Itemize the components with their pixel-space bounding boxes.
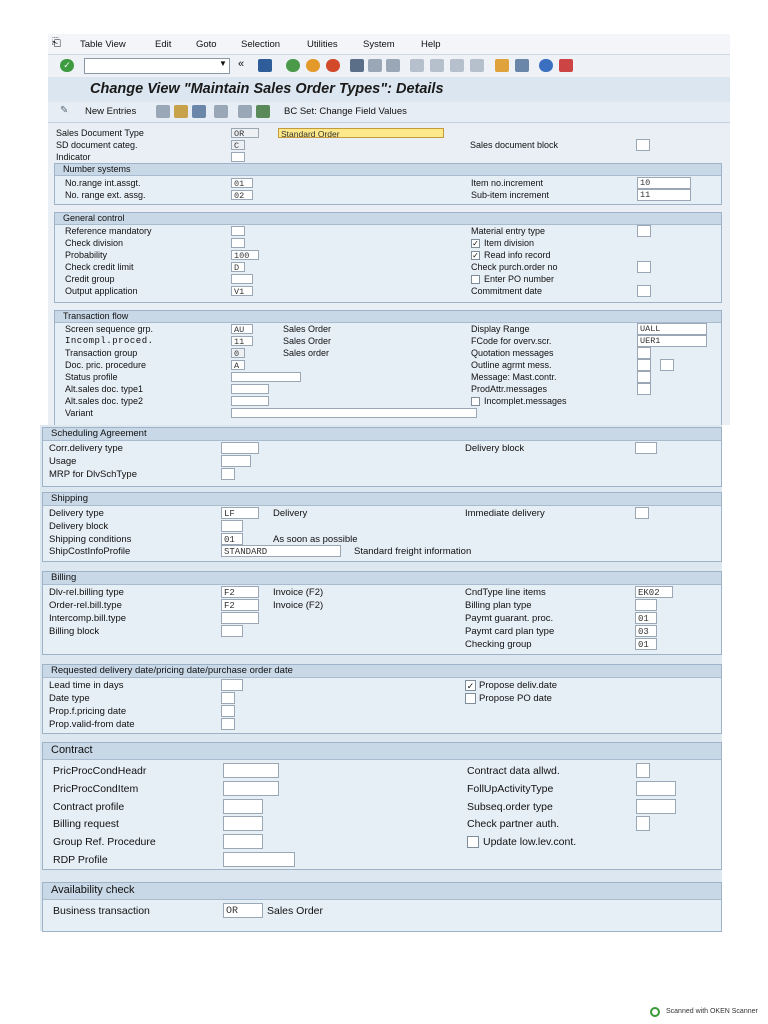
find-icon[interactable] xyxy=(368,59,382,72)
billing-request-label: Billing request xyxy=(53,818,119,830)
immediate-delivery-field[interactable] xyxy=(635,507,649,519)
probability-field[interactable]: 100 xyxy=(231,250,259,260)
group-ref-label: Group Ref. Procedure xyxy=(53,836,156,848)
number-systems-header xyxy=(55,164,721,176)
watermark-text: Scanned with OKEN Scanner xyxy=(666,1008,758,1015)
ship-delivery-block-label: Delivery block xyxy=(49,521,109,532)
billing-header xyxy=(43,572,721,585)
ref-mandatory-label: Reference mandatory xyxy=(65,226,152,236)
create-session-icon[interactable] xyxy=(495,59,509,72)
order-rel-desc: Invoice (F2) xyxy=(273,600,324,611)
contract-header xyxy=(43,743,721,760)
item-increment-label: Item no.increment xyxy=(471,178,544,188)
next-entry-icon[interactable] xyxy=(238,105,252,118)
ref-mandatory-field[interactable] xyxy=(231,226,245,236)
prop-valid-field[interactable] xyxy=(221,718,235,730)
menu-bar xyxy=(48,34,730,54)
check-division-field[interactable] xyxy=(231,238,245,248)
prop-pricing-field[interactable] xyxy=(221,705,235,717)
group-ref-field[interactable] xyxy=(223,834,263,849)
prop-valid-label: Prop.valid-from date xyxy=(49,719,135,730)
output-app-label: Output application xyxy=(65,286,138,296)
check-division-label: Check division xyxy=(65,238,124,248)
undo-change-icon[interactable] xyxy=(192,105,206,118)
contract-data-label: Contract data allwd. xyxy=(467,765,560,777)
order-rel-field[interactable]: F2 xyxy=(221,599,259,611)
help-icon[interactable] xyxy=(539,59,553,72)
first-page-icon[interactable] xyxy=(410,59,424,72)
order-rel-label: Order-rel.bill.type xyxy=(49,600,122,611)
requested-date-header xyxy=(43,665,721,678)
screen-seq-desc: Sales Order xyxy=(283,324,332,334)
exit-icon[interactable] xyxy=(306,59,320,72)
business-transaction-field[interactable]: OR xyxy=(223,903,263,918)
chevron-down-icon[interactable]: ▼ xyxy=(219,59,227,68)
incomplet-msgs-checkbox[interactable] xyxy=(471,397,480,406)
general-control-header xyxy=(55,213,721,225)
cndtype-label: CndType line items xyxy=(465,587,546,598)
mrp-label: MRP for DlvSchType xyxy=(49,469,137,480)
requested-date-section xyxy=(42,664,722,734)
propose-deliv-checkbox[interactable]: ✓ xyxy=(466,681,475,691)
propose-deliv-label: Propose deliv.date xyxy=(479,680,557,691)
page-title: Change View "Maintain Sales Order Types": Details xyxy=(90,81,444,97)
fcode-label: FCode for overv.scr. xyxy=(471,336,552,346)
sales-doc-type-desc-field[interactable]: Standard Order xyxy=(278,128,444,138)
menu-help[interactable]: Help xyxy=(421,39,441,50)
trans-group-desc: Sales order xyxy=(283,348,330,358)
enter-po-number-checkbox[interactable] xyxy=(471,275,480,284)
material-entry-type-label: Material entry type xyxy=(471,226,546,236)
new-entries-button[interactable]: New Entries xyxy=(85,106,137,117)
paymt-guarant-label: Paymt guarant. proc. xyxy=(465,613,554,624)
alt-type1-label: Alt.sales doc. type1 xyxy=(65,384,144,394)
billing-plan-type-label: Billing plan type xyxy=(465,600,532,611)
int-assgt-field[interactable]: 01 xyxy=(231,178,253,188)
display-change-icon[interactable]: ✎ xyxy=(60,105,69,116)
billing-section xyxy=(42,571,722,655)
paymt-guarant-field[interactable]: 01 xyxy=(635,612,657,624)
incomplet-msgs-label: Incomplet.messages xyxy=(484,396,567,406)
propose-po-checkbox[interactable] xyxy=(465,693,476,704)
availability-header xyxy=(43,883,721,900)
doc-pric-label: Doc. pric. procedure xyxy=(65,360,147,370)
read-info-record-checkbox[interactable]: ✓ xyxy=(472,251,479,260)
screen-seq-field[interactable]: AU xyxy=(231,324,253,334)
previous-page-icon[interactable] xyxy=(430,59,444,72)
indicator-field[interactable] xyxy=(231,152,245,162)
title-bar xyxy=(48,77,730,102)
ext-assg-label: No. range ext. assg. xyxy=(65,190,146,200)
contract-section xyxy=(42,742,722,870)
item-division-label: Item division xyxy=(484,238,535,248)
number-systems-section xyxy=(54,163,722,205)
collapse-icon[interactable]: « xyxy=(238,58,245,70)
billing-plan-type-field[interactable] xyxy=(635,599,657,611)
int-assgt-label: No.range int.assgt. xyxy=(65,178,141,188)
ext-assg-field[interactable]: 02 xyxy=(231,190,253,200)
intercomp-field[interactable] xyxy=(221,612,259,624)
print-icon[interactable] xyxy=(350,59,364,72)
scheduling-header xyxy=(43,428,721,441)
layout-menu-icon[interactable] xyxy=(559,59,573,72)
read-info-record-label: Read info record xyxy=(484,250,551,260)
trans-group-field: 0 xyxy=(231,348,245,358)
usage-label: Usage xyxy=(49,456,77,467)
contract-title: Contract xyxy=(51,744,93,756)
save-icon[interactable] xyxy=(258,59,272,72)
menu-edit[interactable]: Edit xyxy=(155,39,172,50)
corr-delivery-field[interactable] xyxy=(221,442,259,454)
credit-group-field[interactable] xyxy=(231,274,253,284)
quotation-msgs-label: Quotation messages xyxy=(471,348,554,358)
previous-entry-icon[interactable] xyxy=(214,105,228,118)
shipping-section xyxy=(42,492,722,562)
menu-utilities[interactable]: Utilities xyxy=(307,39,338,50)
dlv-rel-desc: Invoice (F2) xyxy=(273,587,324,598)
pric-header-label: PricProcCondHeadr xyxy=(53,765,147,777)
credit-group-label: Credit group xyxy=(65,274,115,284)
details-area-lower xyxy=(40,425,722,931)
check-purch-order-label: Check purch.order no xyxy=(471,262,558,272)
transaction-flow-header xyxy=(55,311,721,323)
cndtype-field[interactable]: EK02 xyxy=(635,586,673,598)
billing-request-field[interactable] xyxy=(223,816,263,831)
billing-block-field[interactable] xyxy=(221,625,243,637)
outline-agrmt-label: Outline agrmt mess. xyxy=(471,360,552,370)
transaction-flow-title: Transaction flow xyxy=(63,311,129,321)
probability-label: Probability xyxy=(65,250,108,260)
paymt-card-field[interactable]: 03 xyxy=(635,625,657,637)
ship-delivery-block-field[interactable] xyxy=(221,520,243,532)
bc-set-button[interactable]: BC Set: Change Field Values xyxy=(284,106,407,117)
menu-selection[interactable]: Selection xyxy=(241,39,281,50)
screen-seq-label: Screen sequence grp. xyxy=(65,324,154,334)
mast-contr-label: Message: Mast.contr. xyxy=(471,372,557,382)
sales-doc-block-field[interactable] xyxy=(636,139,650,151)
subseq-label: Subseq.order type xyxy=(467,801,553,813)
menu-table-view[interactable]: Table View xyxy=(80,39,126,50)
follup-field[interactable] xyxy=(636,781,676,796)
sd-doc-categ-label: SD document categ. xyxy=(56,140,138,150)
business-transaction-label: Business transaction xyxy=(53,905,150,917)
update-low-label: Update low.lev.cont. xyxy=(483,836,577,848)
pric-header-field[interactable] xyxy=(223,763,279,778)
doc-pric-field[interactable]: A xyxy=(231,360,245,370)
standard-toolbar xyxy=(48,54,730,78)
follup-label: FollUpActivityType xyxy=(467,783,554,795)
outline-agrmt-field[interactable] xyxy=(637,359,651,371)
fcode-field[interactable]: UER1 xyxy=(637,335,707,347)
checking-group-label: Checking group xyxy=(465,639,532,650)
item-division-checkbox[interactable]: ✓ xyxy=(472,239,479,248)
pric-item-label: PricProcCondItem xyxy=(53,783,139,795)
intercomp-label: Intercomp.bill.type xyxy=(49,613,127,624)
general-control-title: General control xyxy=(63,213,125,223)
billing-block-label: Billing block xyxy=(49,626,100,637)
next-page-icon[interactable] xyxy=(450,59,464,72)
shortcut-icon[interactable] xyxy=(515,59,529,72)
contract-data-field[interactable] xyxy=(636,763,650,778)
scanner-watermark xyxy=(650,1007,762,1021)
scheduling-section xyxy=(42,427,722,487)
check-partner-field[interactable] xyxy=(636,816,650,831)
prodattr-label: ProdAttr.messages xyxy=(471,384,548,394)
check-credit-field[interactable]: D xyxy=(231,262,245,272)
availability-title: Availability check xyxy=(51,884,135,896)
output-app-field[interactable]: V1 xyxy=(231,286,253,296)
material-entry-type-field[interactable] xyxy=(637,225,651,237)
paymt-card-label: Paymt card plan type xyxy=(465,626,555,637)
sched-delivery-block-field[interactable] xyxy=(635,442,657,454)
date-type-label: Date type xyxy=(49,693,90,704)
alt-type2-label: Alt.sales doc. type2 xyxy=(65,396,144,406)
delivery-type-field[interactable]: LF xyxy=(221,507,259,519)
transaction-flow-section xyxy=(54,310,722,426)
copy-as-icon[interactable] xyxy=(156,105,170,118)
ship-cond-desc: As soon as possible xyxy=(273,534,358,545)
sd-doc-categ-field: C xyxy=(231,140,245,150)
incompl-desc: Sales Order xyxy=(283,336,332,346)
date-type-field[interactable] xyxy=(221,692,235,704)
sales-doc-type-field: OR xyxy=(231,128,259,138)
contract-profile-label: Contract profile xyxy=(53,801,125,813)
corr-delivery-label: Corr.delivery type xyxy=(49,443,123,454)
alt-type2-field[interactable] xyxy=(231,396,269,406)
general-control-section xyxy=(54,212,722,303)
immediate-delivery-label: Immediate delivery xyxy=(465,508,545,519)
menu-goto[interactable]: Goto xyxy=(196,39,217,50)
contract-profile-field[interactable] xyxy=(223,799,263,814)
find-next-icon[interactable] xyxy=(386,59,400,72)
quotation-msgs-field[interactable] xyxy=(637,347,651,359)
trans-group-label: Transaction group xyxy=(65,348,138,358)
ship-cond-label: Shipping conditions xyxy=(49,534,132,545)
back-icon[interactable] xyxy=(286,59,300,72)
dlv-rel-label: Dlv-rel.billing type xyxy=(49,587,124,598)
shipcost-field[interactable]: STANDARD xyxy=(221,545,341,557)
prodattr-field[interactable] xyxy=(637,383,651,395)
item-increment-field[interactable]: 10 xyxy=(637,177,691,189)
shipcost-desc: Standard freight information xyxy=(354,546,472,557)
variant-label: Variant xyxy=(65,408,93,418)
mrp-field[interactable] xyxy=(221,468,235,480)
propose-po-label: Propose PO date xyxy=(479,693,552,704)
sub-item-increment-label: Sub-item increment xyxy=(471,190,550,200)
exit-menu-icon[interactable]: ⎗ xyxy=(52,37,61,49)
sub-item-increment-field[interactable]: 11 xyxy=(637,189,691,201)
business-transaction-desc: Sales Order xyxy=(267,905,324,917)
delivery-type-label: Delivery type xyxy=(49,508,104,519)
menu-system[interactable]: System xyxy=(363,39,395,50)
requested-date-title: Requested delivery date/pricing date/purchase order date xyxy=(51,665,293,676)
subseq-field[interactable] xyxy=(636,799,676,814)
alt-type1-field[interactable] xyxy=(231,384,269,394)
number-systems-title: Number systems xyxy=(63,164,131,174)
delivery-type-desc: Delivery xyxy=(273,508,308,519)
cancel-icon[interactable] xyxy=(326,59,340,72)
shipcost-label: ShipCostInfoProfile xyxy=(49,546,131,557)
check-credit-label: Check credit limit xyxy=(65,262,134,272)
sales-doc-block-label: Sales document block xyxy=(470,140,559,150)
shipping-title: Shipping xyxy=(51,493,88,504)
display-range-field[interactable]: UALL xyxy=(637,323,707,335)
display-range-label: Display Range xyxy=(471,324,530,334)
outline-agrmt-field-2[interactable] xyxy=(660,359,674,371)
enter-check-icon[interactable]: ✓ xyxy=(60,59,74,72)
check-partner-label: Check partner auth. xyxy=(467,818,560,830)
incompl-field[interactable]: 11 xyxy=(231,336,253,346)
sched-delivery-block-label: Delivery block xyxy=(465,443,525,454)
usage-field[interactable] xyxy=(221,455,251,467)
commitment-date-field[interactable] xyxy=(637,285,651,297)
rdp-profile-field[interactable] xyxy=(223,852,295,867)
checking-group-field[interactable]: 01 xyxy=(635,638,657,650)
shipping-header xyxy=(43,493,721,506)
availability-section xyxy=(42,882,722,932)
billing-title: Billing xyxy=(51,572,77,583)
status-profile-label: Status profile xyxy=(65,372,118,382)
command-field[interactable] xyxy=(84,58,230,74)
ship-cond-field[interactable]: 01 xyxy=(221,533,243,545)
status-profile-field[interactable] xyxy=(231,372,301,382)
last-page-icon[interactable] xyxy=(470,59,484,72)
delete-icon[interactable] xyxy=(174,105,188,118)
dlv-rel-field[interactable]: F2 xyxy=(221,586,259,598)
pric-item-field[interactable] xyxy=(223,781,279,796)
details-area xyxy=(48,123,730,425)
prop-pricing-label: Prop.f.pricing date xyxy=(49,706,127,717)
indicator-label: Indicator xyxy=(56,152,91,162)
sales-doc-type-label: Sales Document Type xyxy=(56,128,144,138)
variant-field[interactable] xyxy=(231,408,477,418)
check-purch-order-field[interactable] xyxy=(637,261,651,273)
scanner-logo-icon xyxy=(650,1007,660,1017)
variable-list-icon[interactable] xyxy=(256,105,270,118)
enter-po-number-label: Enter PO number xyxy=(484,274,555,284)
scheduling-title: Scheduling Agreement xyxy=(51,428,147,439)
lead-time-field[interactable] xyxy=(221,679,243,691)
incompl-label: Incompl.proced. xyxy=(65,336,154,346)
lead-time-label: Lead time in days xyxy=(49,680,124,691)
update-low-checkbox[interactable] xyxy=(467,836,479,848)
application-toolbar xyxy=(48,102,730,123)
commitment-date-label: Commitment date xyxy=(471,286,543,296)
rdp-profile-label: RDP Profile xyxy=(53,854,108,866)
mast-contr-field[interactable] xyxy=(637,371,651,383)
